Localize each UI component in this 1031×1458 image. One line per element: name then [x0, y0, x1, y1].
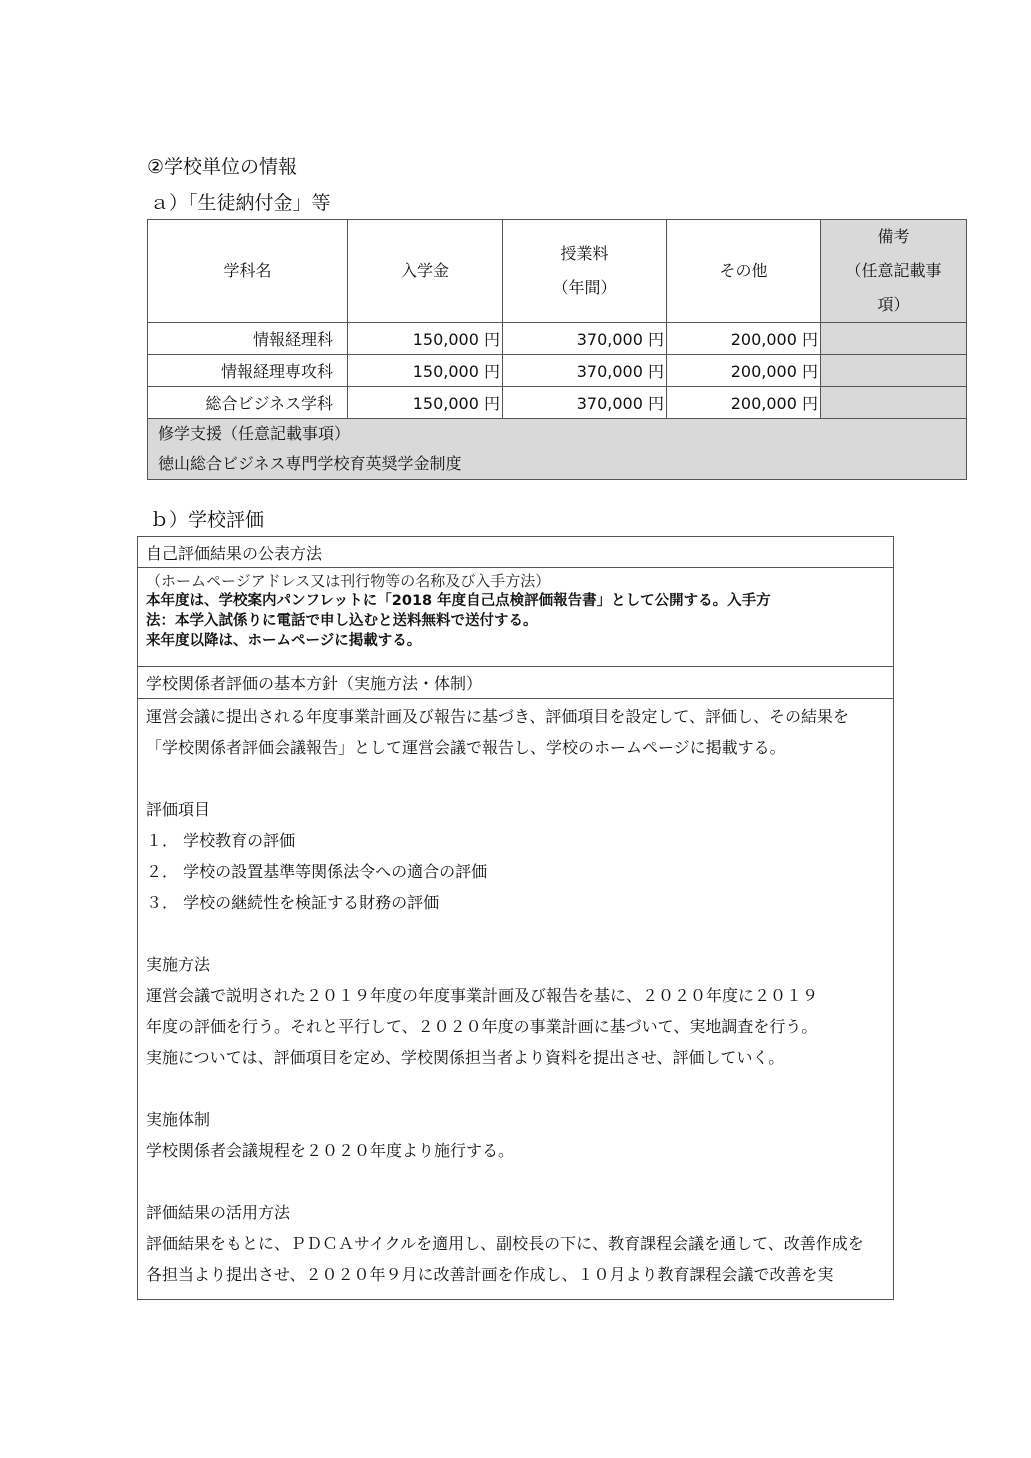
system-title: 実施体制 [146, 1110, 211, 1129]
policy-line: 「学校関係者評価会議報告」として運営会議で報告し、学校のホームページに掲載する。 [146, 738, 786, 757]
other-fee: 200,000 円 [667, 387, 821, 419]
eval-item: １． 学校教育の評価 [146, 831, 296, 850]
usage-title: 評価結果の活用方法 [146, 1203, 291, 1222]
publish-line: 法：本学入試係りに電話で申し込むと送料無料で送付する。 [146, 613, 538, 629]
header-remarks-1: 備考 [877, 227, 910, 246]
remarks-cell [821, 387, 967, 419]
support-label: 修学支援（任意記載事項） [158, 424, 351, 443]
header-other: その他 [667, 220, 821, 323]
header-admission: 入学金 [348, 220, 503, 323]
support-text: 徳山総合ビジネス専門学校育英奨学金制度 [158, 454, 462, 473]
eval-item: ２． 学校の設置基準等関係法令への適合の評価 [146, 862, 488, 881]
header-remarks-3: 項） [877, 295, 910, 314]
tuition-fee: 370,000 円 [503, 323, 667, 355]
table-row [148, 355, 967, 387]
other-fee: 200,000 円 [667, 323, 821, 355]
fee-table [147, 219, 966, 475]
self-eval-title: 自己評価結果の公表方法 [138, 537, 893, 568]
policy-body [138, 699, 893, 1299]
header-tuition-label: 授業料 [560, 244, 609, 263]
address-note: （ホームページアドレス又は刊行物等の名称及び入手方法） [146, 572, 551, 590]
remarks-cell [821, 355, 967, 387]
eval-item: ３． 学校の継続性を検証する財務の評価 [146, 893, 440, 912]
admission-fee: 150,000 円 [348, 323, 503, 355]
table-row [148, 387, 967, 419]
publish-line: 本年度は、学校案内パンフレットに「2018 年度自己点検評価報告書」として公開する。入手方 [146, 593, 771, 609]
other-fee: 200,000 円 [667, 355, 821, 387]
fee-table-header [148, 220, 967, 323]
dept-name: 情報経理専攻科 [148, 355, 348, 387]
method-line: 運営会議で説明された２０１９年度の年度事業計画及び報告を基に、２０２０年度に２０１９ [146, 986, 819, 1005]
header-remarks [821, 220, 967, 323]
dept-name: 情報経理科 [148, 323, 348, 355]
method-line: 年度の評価を行う。それと平行して、２０２０年度の事業計画に基づいて、実地調査を行う。 [146, 1017, 818, 1036]
system-line: 学校関係者会議規程を２０２０年度より施行する。 [146, 1141, 515, 1160]
policy-title: 学校関係者評価の基本方針（実施方法・体制） [138, 667, 893, 699]
admission-fee: 150,000 円 [348, 387, 503, 419]
tuition-fee: 370,000 円 [503, 387, 667, 419]
evaluation-box [137, 536, 894, 1300]
policy-line: 運営会議に提出される年度事業計画及び報告に基づき、評価項目を設定して、評価し、その結果を [146, 707, 850, 726]
publish-method [138, 568, 893, 667]
usage-line: 各担当より提出させ、２０２０年９月に改善計画を作成し、１０月より教育課程会議で改善を実 [146, 1265, 834, 1284]
header-remarks-2: （任意記載事 [845, 261, 942, 280]
method-line: 実施については、評価項目を定め、学校関係担当者より資料を提出させ、評価していく。 [146, 1048, 785, 1067]
remarks-cell [821, 323, 967, 355]
admission-fee: 150,000 円 [348, 355, 503, 387]
fees-heading: ａ）「生徒納付金」等 [150, 192, 331, 214]
eval-heading: ｂ）学校評価 [150, 509, 265, 531]
section-heading: ②学校単位の情報 [147, 156, 298, 178]
header-dept: 学科名 [148, 220, 348, 323]
dept-name: 総合ビジネス学科 [148, 387, 348, 419]
header-tuition-sub: （年間） [552, 278, 617, 297]
table-row [148, 323, 967, 355]
method-title: 実施方法 [146, 955, 211, 974]
support-cell [148, 419, 967, 480]
publish-line: 来年度以降は、ホームページに掲載する。 [146, 633, 422, 649]
support-row [148, 419, 967, 480]
items-title: 評価項目 [146, 800, 211, 819]
tuition-fee: 370,000 円 [503, 355, 667, 387]
usage-line: 評価結果をもとに、ＰＤＣＡサイクルを適用し、副校長の下に、教育課程会議を通して、改善作成を [146, 1234, 864, 1253]
header-tuition [503, 220, 667, 323]
